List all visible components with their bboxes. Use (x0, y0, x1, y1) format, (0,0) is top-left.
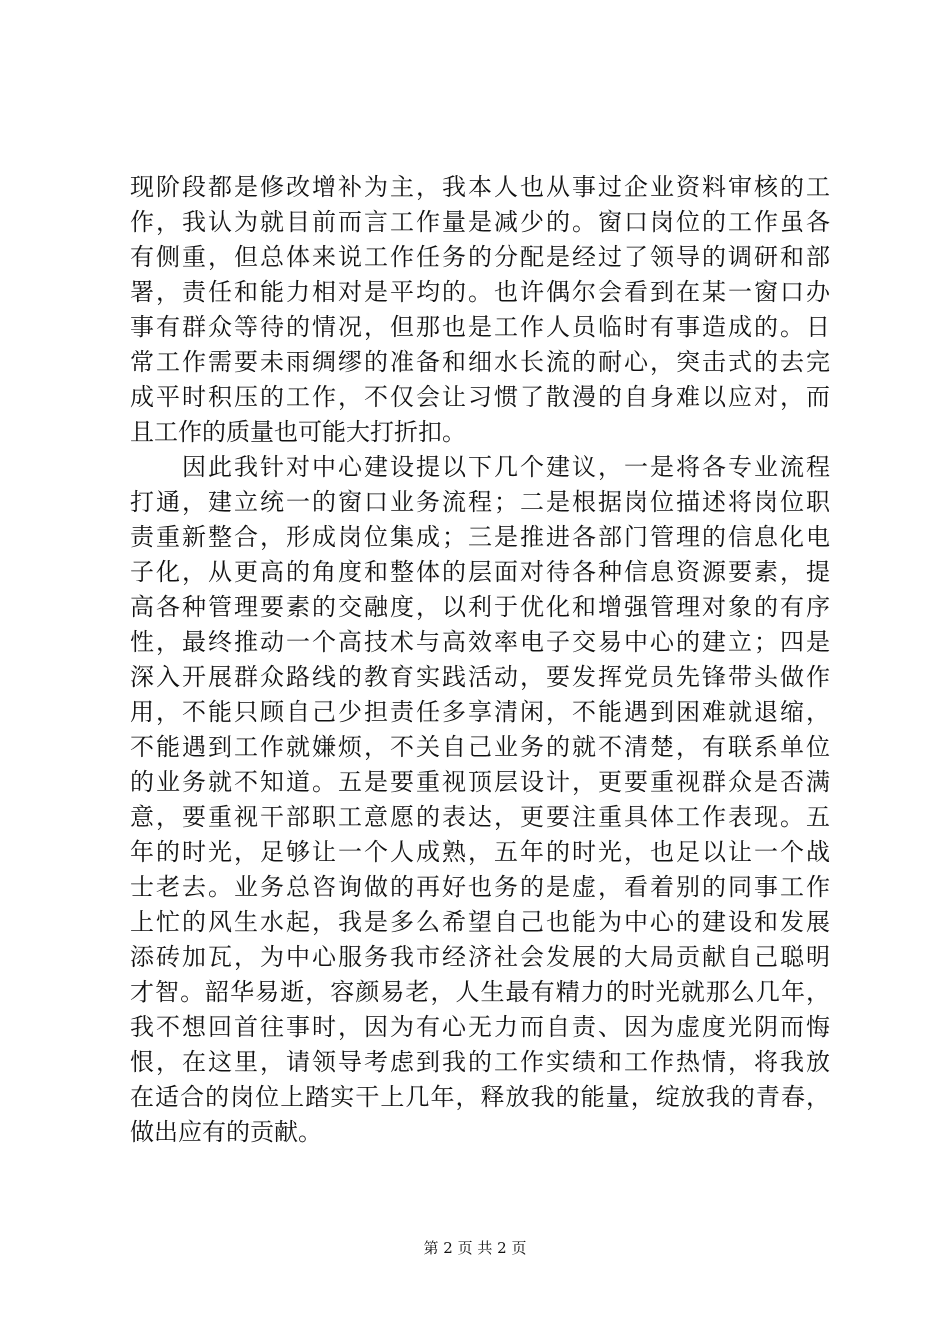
text-line: 添砖加瓦，为中心服务我市经济社会发展的大局贡献自己聪明 (130, 943, 830, 971)
text-line: 士老去。业务总咨询做的再好也务的是虚，看着别的同事工作 (130, 873, 830, 901)
text-line: 才智。韶华易逝，容颜易老，人生最有精力的时光就那么几年， (130, 978, 830, 1006)
text-line: 性，最终推动一个高技术与高效率电子交易中心的建立；四是 (130, 628, 830, 656)
paragraph-1 (130, 170, 830, 450)
text-line: 上忙的风生水起，我是多么希望自己也能为中心的建设和发展 (130, 908, 830, 936)
text-line: 现阶段都是修改增补为主，我本人也从事过企业资料审核的工 (130, 173, 830, 201)
text-line: 用，不能只顾自己少担责任多享清闲，不能遇到困难就退缩， (130, 698, 830, 726)
text-line: 且工作的质量也可能大打折扣。 (130, 418, 466, 446)
text-line: 做出应有的贡献。 (130, 1118, 322, 1146)
paragraph-2 (130, 450, 830, 1150)
text-line: 恨，在这里，请领导考虑到我的工作实绩和工作热情，将我放 (130, 1048, 830, 1076)
text-line: 打通，建立统一的窗口业务流程；二是根据岗位描述将岗位职 (130, 488, 830, 516)
text-line: 署，责任和能力相对是平均的。也许偶尔会看到在某一窗口办 (130, 278, 830, 306)
text-line: 责重新整合，形成岗位集成；三是推进各部门管理的信息化电 (130, 523, 830, 551)
text-line: 成平时积压的工作，不仅会让习惯了散漫的自身难以应对，而 (130, 383, 830, 411)
page-number-footer: 第 2 页 共 2 页 (423, 1239, 527, 1257)
text-line: 不能遇到工作就嫌烦，不关自己业务的就不清楚，有联系单位 (130, 733, 830, 761)
text-line: 在适合的岗位上踏实干上几年，释放我的能量，绽放我的青春， (130, 1083, 830, 1111)
text-line: 我不想回首往事时，因为有心无力而自责、因为虚度光阴而悔 (130, 1013, 830, 1041)
text-line: 作，我认为就目前而言工作量是减少的。窗口岗位的工作虽各 (130, 208, 830, 236)
text-line: 常工作需要未雨绸缪的准备和细水长流的耐心，突击式的去完 (130, 348, 830, 376)
text-line: 有侧重，但总体来说工作任务的分配是经过了领导的调研和部 (130, 243, 830, 271)
text-line: 因此我针对中心建设提以下几个建议，一是将各专业流程 (130, 453, 830, 481)
text-line: 高各种管理要素的交融度，以利于优化和增强管理对象的有序 (130, 593, 830, 621)
text-line: 意，要重视干部职工意愿的表达，更要注重具体工作表现。五 (130, 803, 830, 831)
text-line: 深入开展群众路线的教育实践活动，要发挥党员先锋带头做作 (130, 663, 830, 691)
body-text (130, 170, 830, 1150)
text-line: 年的时光，足够让一个人成熟，五年的时光，也足以让一个战 (130, 838, 830, 866)
text-line: 的业务就不知道。五是要重视顶层设计，更要重视群众是否满 (130, 768, 830, 796)
text-line: 事有群众等待的情况，但那也是工作人员临时有事造成的。日 (130, 313, 830, 341)
text-line: 子化，从更高的角度和整体的层面对待各种信息资源要素，提 (130, 558, 830, 586)
